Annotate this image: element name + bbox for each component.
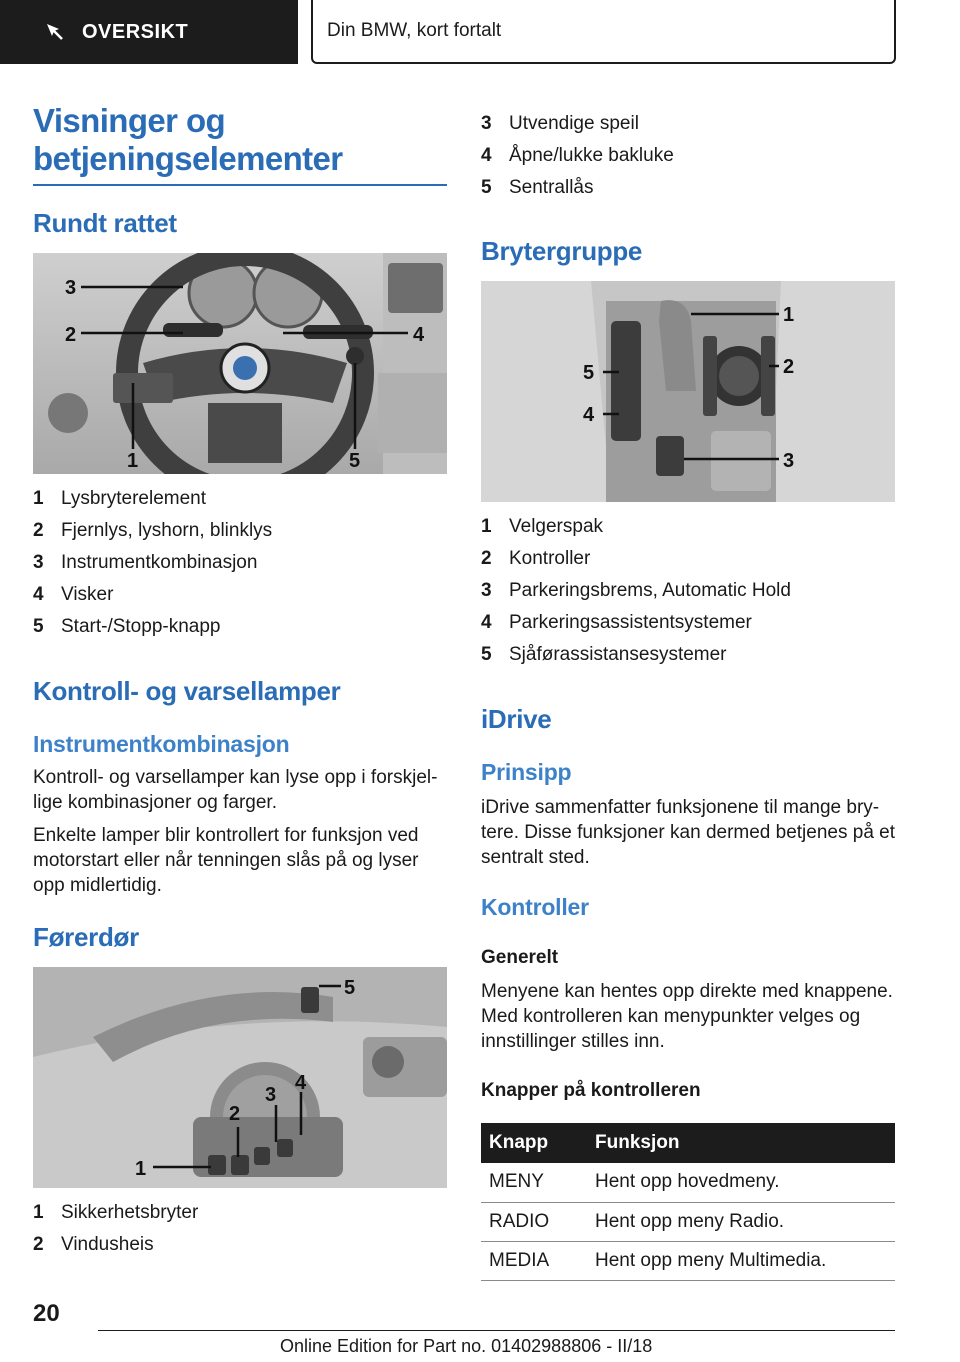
list-item: 2 Kontroller [481, 548, 591, 569]
callout-5: 5 [344, 977, 356, 999]
page-number: 20 [33, 1300, 60, 1327]
callout-4: 4 [583, 404, 595, 426]
list-item: 3 Utvendige speil [481, 113, 639, 134]
chapter-title: Din BMW, kort fortalt [311, 0, 896, 64]
callout-5: 5 [349, 450, 361, 472]
switch-cluster-illustration [481, 281, 895, 502]
subheading-instrumentkombinasjon: Instrumentkombinasjon [33, 731, 290, 757]
page-title: Visninger og betjeningselementer [33, 102, 447, 186]
callout-2: 2 [783, 356, 795, 378]
driver-door-figure [33, 967, 447, 1188]
heading-generelt: Generelt [481, 947, 559, 968]
cell-funksjon: Hent opp meny Radio. [587, 1202, 895, 1241]
cell-funksjon: Hent opp meny Multimedia. [587, 1241, 895, 1280]
forerdor-list-continued [481, 108, 674, 204]
column-header-funksjon: Funksjon [587, 1123, 895, 1163]
cell-knapp: MENY [481, 1163, 587, 1202]
callout-3: 3 [65, 277, 77, 299]
list-item: 4 Visker [33, 584, 114, 605]
list-item: 1 Velgerspak [481, 516, 604, 537]
heading-kontroll: Kontroll- og varsellamper [33, 676, 341, 706]
list-item: 2 Vindusheis [33, 1234, 154, 1255]
cell-funksjon: Hent opp hovedmeny. [587, 1163, 895, 1202]
heading-knapper: Knapper på kontrolleren [481, 1080, 701, 1101]
table-header-row [481, 1123, 895, 1163]
forerdor-list [33, 1197, 198, 1261]
list-item: 5 Start-/Stopp-knapp [33, 616, 221, 637]
pointer-icon [44, 21, 66, 43]
kontroll-paragraph-2: Enkelte lamper blir kontrollert for funksjon ved motorstart eller når tenningen slås på og lyser opp midlertidig. [33, 825, 419, 896]
callout-1: 1 [135, 1158, 147, 1180]
list-item: 2 Fjernlys, lyshorn, blinklys [33, 520, 273, 541]
table-row [481, 1163, 895, 1202]
generelt-paragraph: Menyene kan hentes opp direkte med knappene. Med kontrolleren kan menypunkter velges og innstillinger stilles inn. [481, 981, 893, 1052]
list-item: 5 Sjåførassistansesystemer [481, 644, 727, 665]
list-item: 5 Sentrallås [481, 177, 594, 198]
callout-3: 3 [783, 450, 795, 472]
callout-5: 5 [583, 362, 595, 384]
heading-idrive: iDrive [481, 704, 552, 734]
heading-forerdor: Førerdør [33, 922, 139, 952]
prinsipp-paragraph: iDrive sammenfatter funksjonene til mange bry- tere. Disse funksjoner kan dermed betjenes på et sentralt sted. [481, 797, 896, 868]
section-label: OVERSIKT [82, 20, 189, 43]
callout-2: 2 [65, 324, 77, 346]
subheading-prinsipp: Prinsipp [481, 759, 572, 785]
steering-wheel-illustration [33, 253, 447, 474]
steering-wheel-figure [33, 253, 447, 474]
brytergruppe-list [481, 511, 791, 671]
rundt-rattet-list [33, 483, 272, 643]
callout-1: 1 [127, 450, 139, 472]
callout-4: 4 [295, 1072, 307, 1094]
footer-divider [98, 1330, 895, 1331]
controller-buttons-table [481, 1123, 895, 1281]
switch-cluster-figure [481, 281, 895, 502]
list-item: 4 Åpne/lukke bakluke [481, 145, 674, 166]
subheading-kontroller: Kontroller [481, 894, 589, 920]
column-header-knapp: Knapp [481, 1123, 587, 1163]
kontroll-paragraph-1: Kontroll- og varsellamper kan lyse opp i forskjel- lige kombinasjoner og farger. [33, 767, 438, 813]
callout-1: 1 [783, 304, 795, 326]
callout-3: 3 [265, 1084, 277, 1106]
list-item: 1 Lysbryterelement [33, 488, 207, 509]
callout-2: 2 [229, 1103, 241, 1125]
table-row [481, 1241, 895, 1280]
cell-knapp: MEDIA [481, 1241, 587, 1280]
table-row [481, 1202, 895, 1241]
callout-4: 4 [413, 324, 425, 346]
edition-text: Online Edition for Part no. 01402988806 - II/18 [280, 1336, 653, 1356]
driver-door-illustration [33, 967, 447, 1188]
cell-knapp: RADIO [481, 1202, 587, 1241]
section-tab[interactable] [0, 0, 298, 64]
list-item: 1 Sikkerhetsbryter [33, 1202, 199, 1223]
list-item: 3 Parkeringsbrems, Automatic Hold [481, 580, 791, 601]
heading-brytergruppe: Brytergruppe [481, 236, 643, 266]
list-item: 3 Instrumentkombinasjon [33, 552, 258, 573]
heading-rundt-rattet: Rundt rattet [33, 208, 177, 238]
list-item: 4 Parkeringsassistentsystemer [481, 612, 752, 633]
